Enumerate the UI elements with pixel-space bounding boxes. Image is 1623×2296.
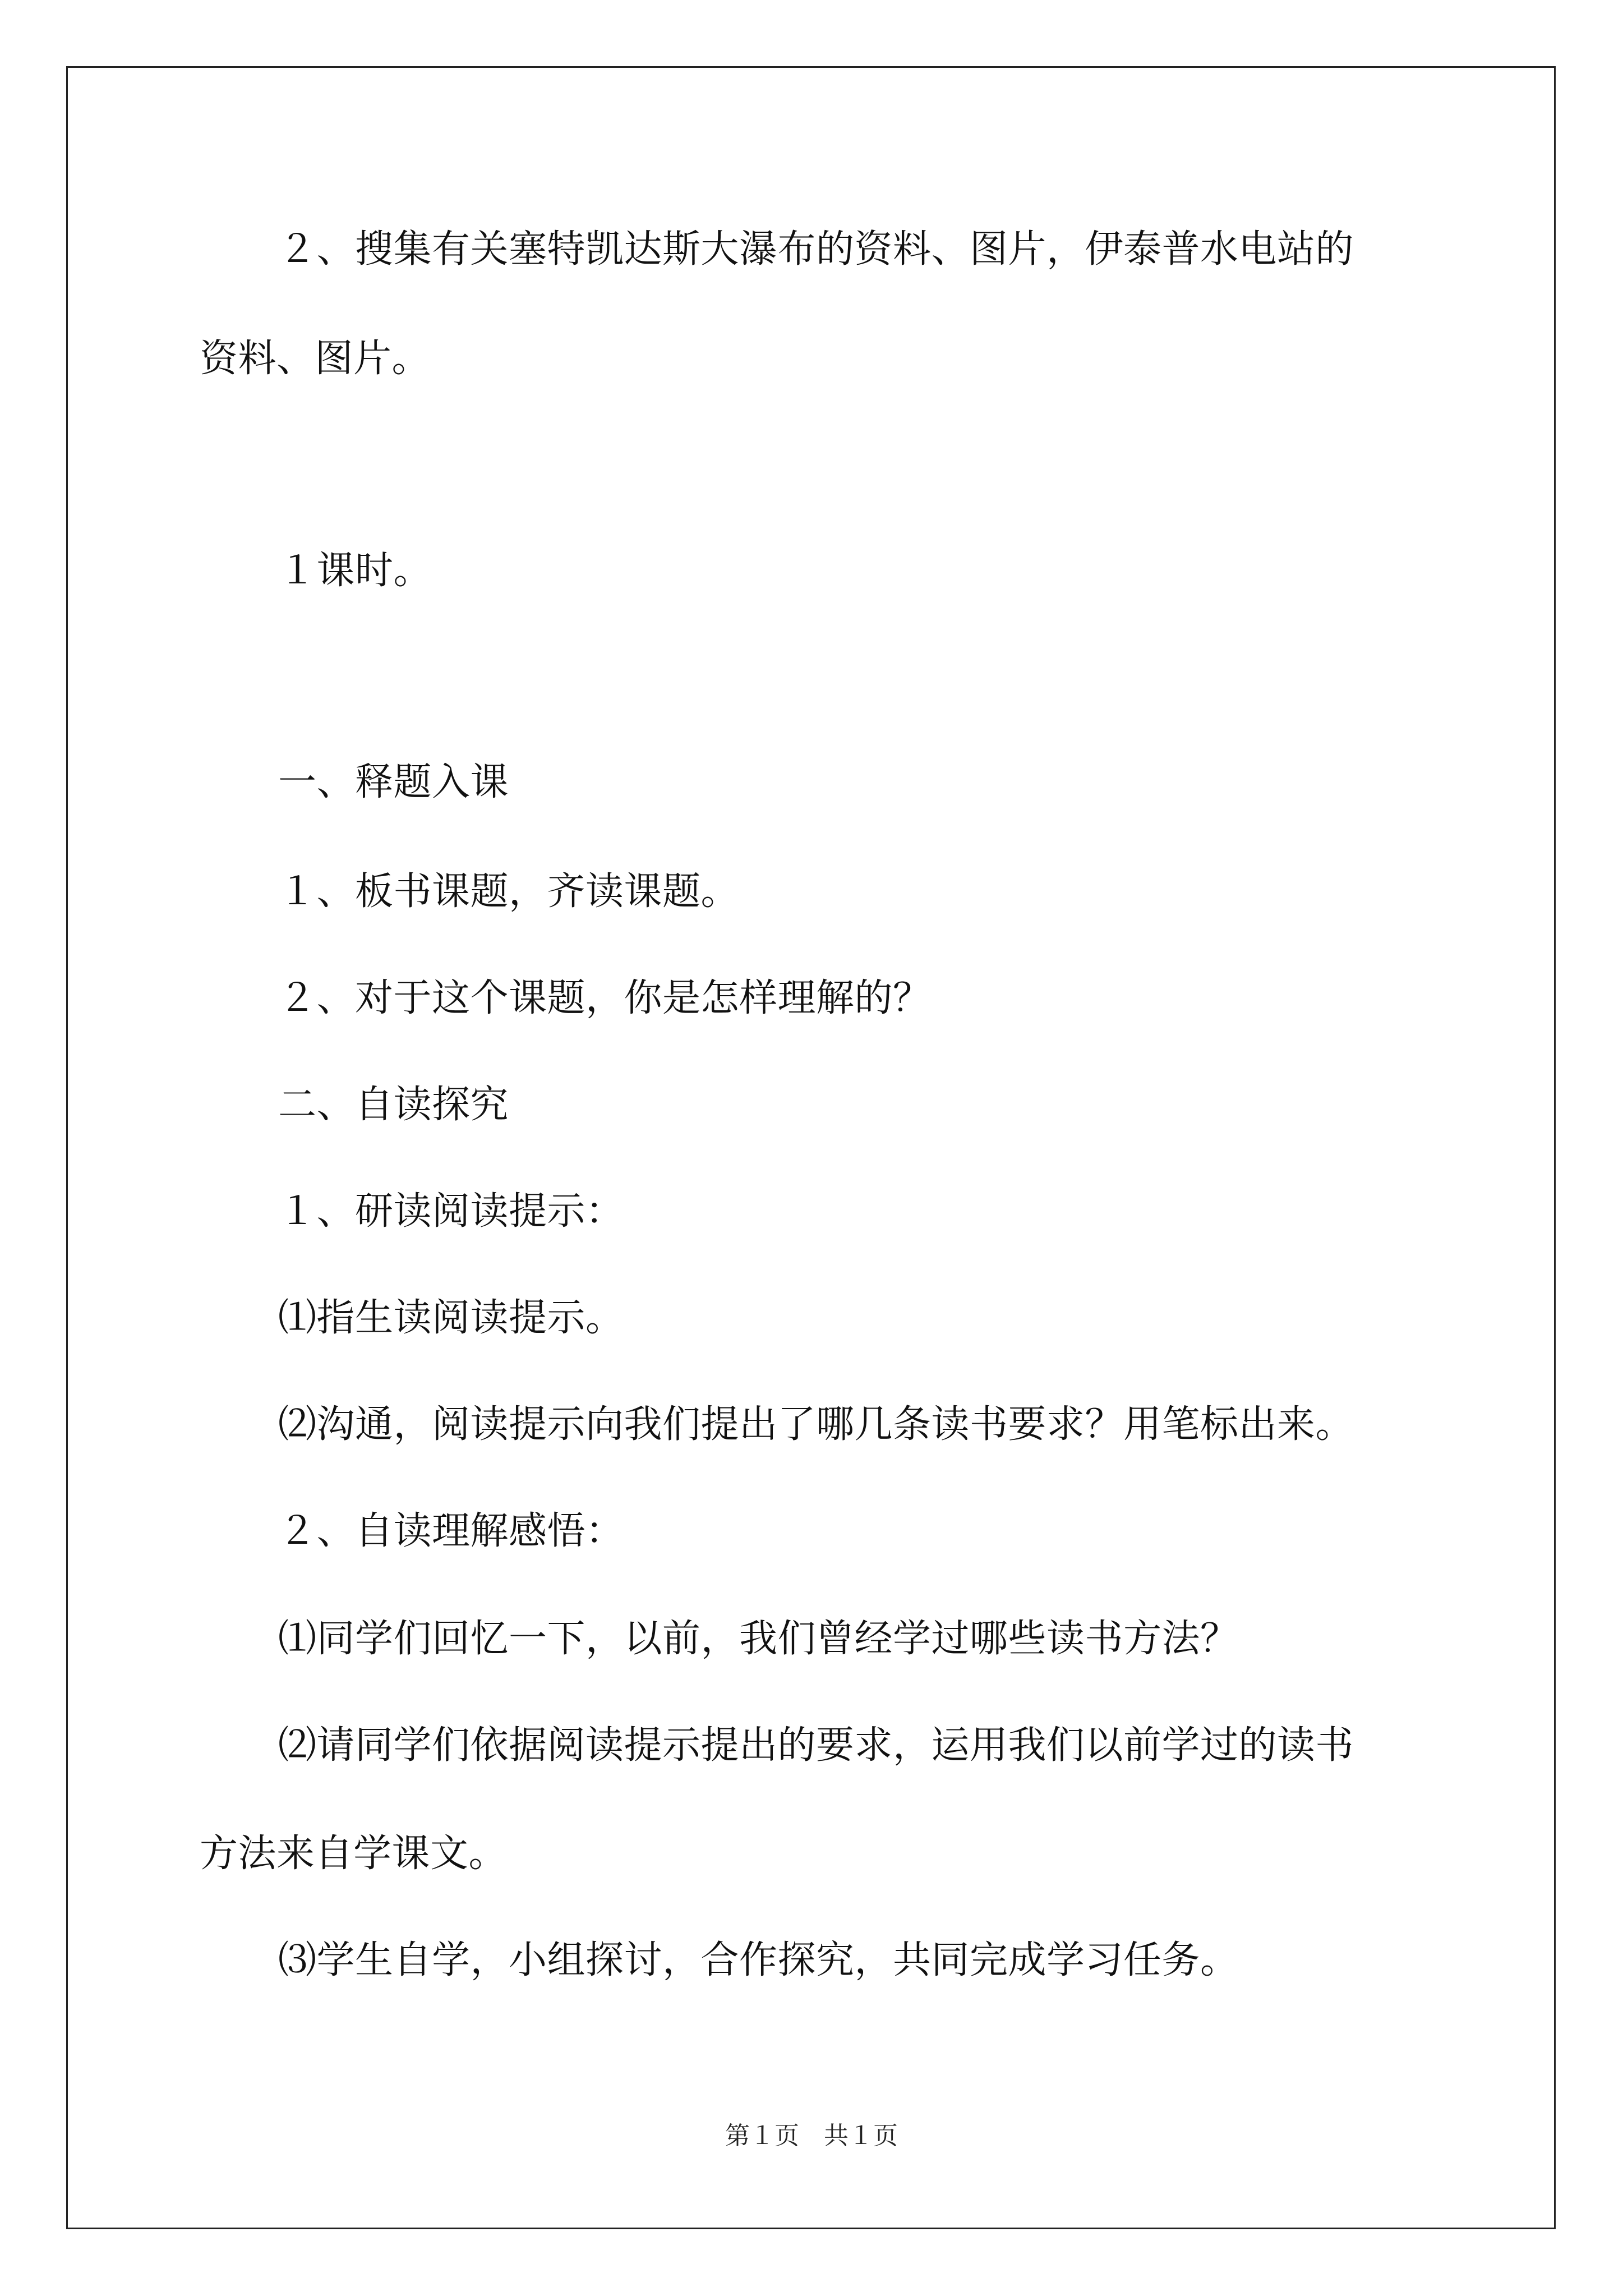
paragraph-line: ⑵请同学们依据阅读提示提出的要求，运用我们以前学过的读书 bbox=[278, 1723, 1354, 1768]
paragraph-line: ⑶学生自学，小组探讨，合作探究，共同完成学习任务。 bbox=[278, 1938, 1239, 1982]
paragraph-line: 方法来自学课文。 bbox=[200, 1832, 508, 1876]
section-heading: 二、自读探究 bbox=[278, 1083, 509, 1127]
paragraph-line: ⑴同学们回忆一下，以前，我们曾经学过哪些读书方法？ bbox=[278, 1617, 1239, 1661]
page-border bbox=[66, 66, 1556, 2229]
section-heading: 一、释题入课 bbox=[278, 760, 509, 804]
page-number: 第１页 共１页 bbox=[725, 2122, 898, 2150]
paragraph-line: ⑴指生读阅读提示。 bbox=[278, 1296, 624, 1340]
paragraph-line: 资料、图片。 bbox=[200, 337, 431, 381]
paragraph-line: ２、搜集有关塞特凯达斯大瀑布的资料、图片，伊泰普水电站的 bbox=[278, 227, 1354, 272]
paragraph-line: １课时。 bbox=[278, 549, 432, 593]
paragraph-line: ⑵沟通，阅读提示向我们提出了哪几条读书要求？用笔标出来。 bbox=[278, 1402, 1354, 1447]
paragraph-line: １、研读阅读提示： bbox=[278, 1189, 624, 1234]
paragraph-line: ２、自读理解感悟： bbox=[278, 1509, 624, 1553]
paragraph-line: ２、对于这个课题，你是怎样理解的？ bbox=[278, 976, 932, 1020]
paragraph-line: １、板书课题，齐读课题。 bbox=[278, 869, 740, 914]
